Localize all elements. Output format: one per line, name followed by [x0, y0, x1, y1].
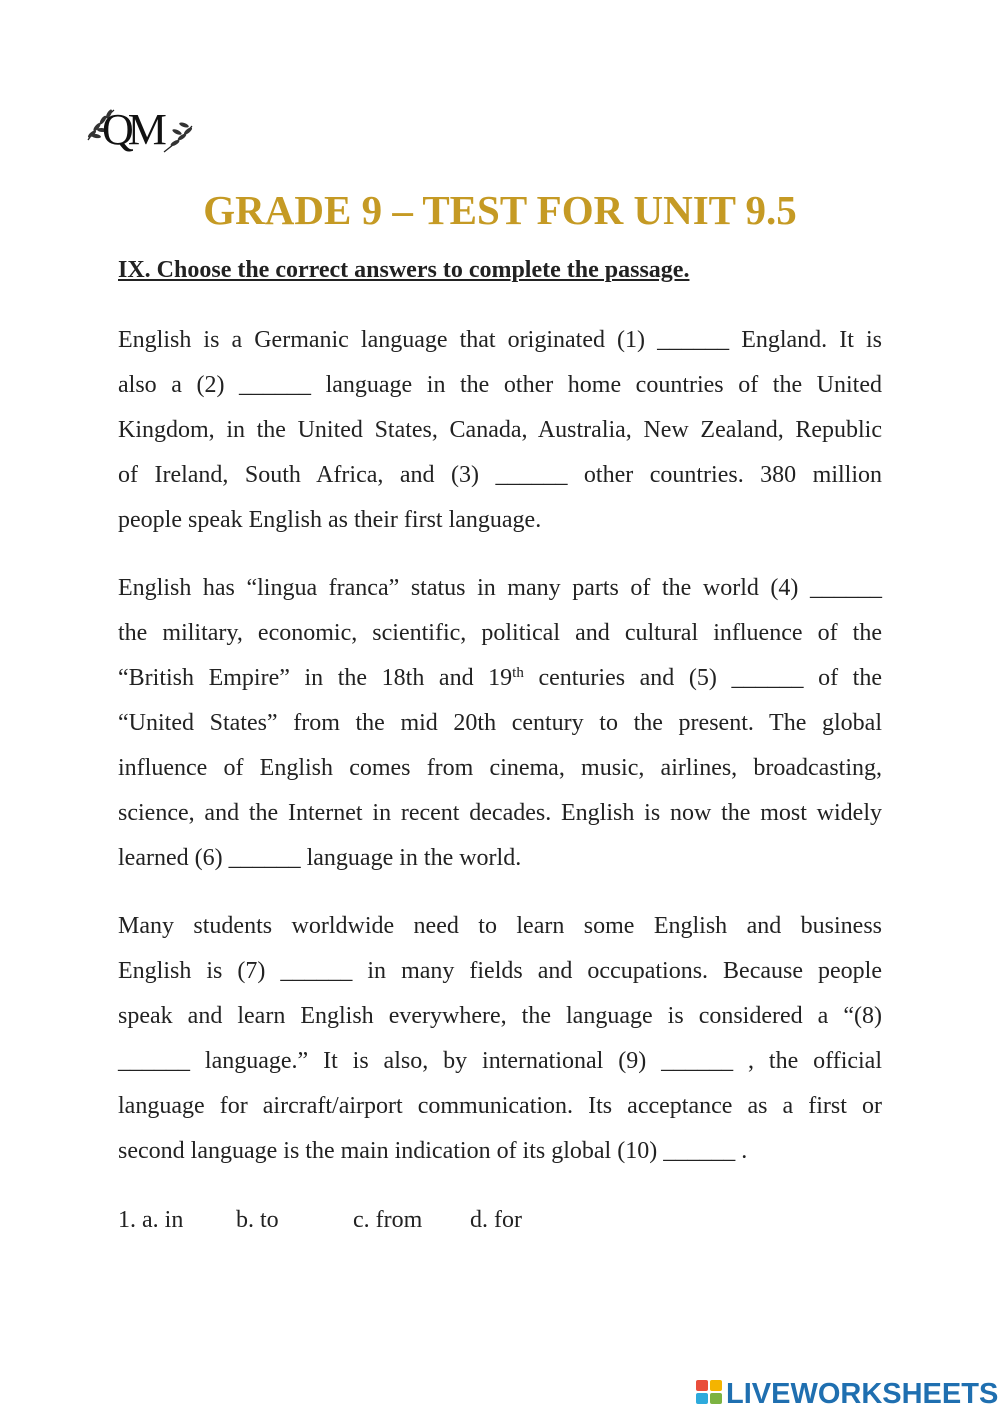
- passage-line: influence of English comes from cinema, music, airlines, broadcasting,: [118, 755, 882, 781]
- question-1-option-d[interactable]: d. for: [470, 1207, 522, 1233]
- logo-monogram: QM: [102, 105, 161, 154]
- passage-line: of Ireland, South Africa, and (3) ______ other countries. 380 million: [118, 462, 882, 488]
- passage-line-with-superscript: [118, 656, 882, 701]
- passage-line: English is (7) ______ in many fields and occupations. Because people: [118, 958, 882, 984]
- logo-tile: [696, 1393, 708, 1404]
- logo-tile: [696, 1380, 708, 1391]
- page-title: GRADE 9 – TEST FOR UNIT 9.5: [203, 187, 797, 233]
- passage-line: Many students worldwide need to learn some English and business: [118, 913, 882, 939]
- passage-line: also a (2) ______ language in the other home countries of the United: [118, 372, 882, 398]
- passage-line: ______ language.” It is also, by international (9) ______ , the official: [118, 1048, 882, 1074]
- passage-line: language for aircraft/airport communication. Its acceptance as a first or: [118, 1093, 882, 1119]
- passage-paragraph-2: [118, 566, 882, 881]
- passage-line: learned (6) ______ language in the world.: [118, 845, 522, 871]
- passage-line: speak and learn English everywhere, the language is considered a “(8): [118, 1003, 882, 1029]
- passage-line: second language is the main indication of its global (10) ______ .: [118, 1138, 748, 1164]
- exercise-instruction: IX. Choose the correct answers to complete the passage.: [118, 257, 690, 283]
- line-text: “British Empire” in the 18th and 19: [118, 665, 513, 691]
- passage-line: the military, economic, scientific, political and cultural influence of the: [118, 620, 882, 646]
- question-1-option-b[interactable]: b. to: [236, 1207, 279, 1233]
- passage-paragraph-1: [118, 318, 882, 543]
- line-text: centuries and (5) ______ of the: [523, 665, 882, 691]
- passage-paragraph-3: [118, 904, 882, 1174]
- logo-tile: [710, 1393, 722, 1404]
- qm-logo: [80, 100, 202, 166]
- brand-name: LIVEWORKSHEETS: [726, 1378, 999, 1410]
- passage-line: people speak English as their first language.: [118, 507, 542, 533]
- logo-tile: [710, 1380, 722, 1391]
- question-1-option-c[interactable]: c. from: [353, 1207, 423, 1233]
- liveworksheets-logo-icon: [696, 1380, 724, 1406]
- passage-line: “United States” from the mid 20th century to the present. The global: [118, 710, 882, 736]
- passage-line: English has “lingua franca” status in many parts of the world (4) ______: [118, 575, 882, 601]
- passage-line: English is a Germanic language that originated (1) ______ England. It is: [118, 327, 882, 353]
- ordinal-superscript: th: [512, 665, 524, 681]
- passage-line: science, and the Internet in recent decades. English is now the most widely: [118, 800, 882, 826]
- passage-line: Kingdom, in the United States, Canada, Australia, New Zealand, Republic: [118, 417, 882, 443]
- question-1-option-a[interactable]: 1. a. in: [118, 1207, 184, 1233]
